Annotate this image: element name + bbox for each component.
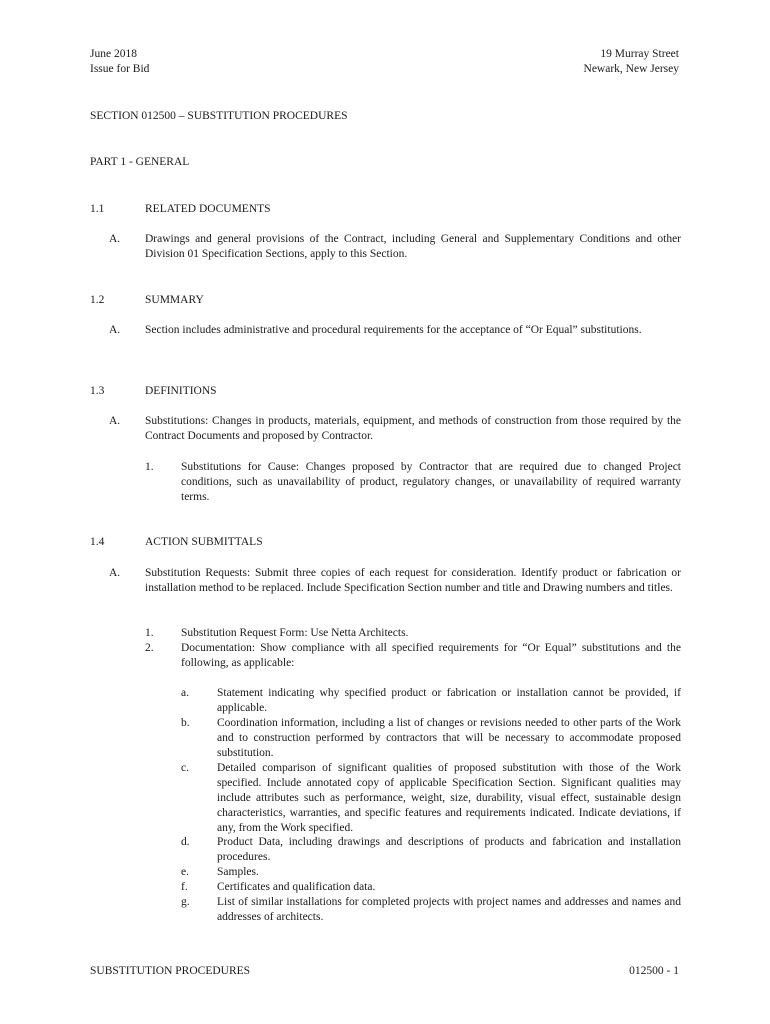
subitem-label: d. <box>181 836 190 848</box>
header-address-line2: Newark, New Jersey <box>583 63 679 75</box>
item-text: Documentation: Show compliance with all specified requirements for “Or Equal” substitutions and the following, as applicable: <box>181 642 681 669</box>
article-number: 1.3 <box>90 385 105 397</box>
section-title: SECTION 012500 – SUBSTITUTION PROCEDURES <box>90 110 348 122</box>
paragraph-label: A. <box>109 233 121 245</box>
subitem-label: b. <box>181 717 190 729</box>
subitem-label: a. <box>181 687 189 699</box>
subitem-label: g. <box>181 896 190 908</box>
paragraph-text: Drawings and general provisions of the Contract, including General and Supplementary Conditions and other Division 01 Specification Sections, apply to this Section. <box>145 233 681 260</box>
subitem-text: Product Data, including drawings and descriptions of products and fabrication and installation procedures. <box>217 836 681 863</box>
header-address-line1: 19 Murray Street <box>600 48 679 60</box>
subitem-text: Certificates and qualification data. <box>217 881 376 893</box>
header-date: June 2018 <box>90 48 137 60</box>
part-title: PART 1 - GENERAL <box>90 156 190 168</box>
subitem-text: List of similar installations for completed projects with project names and addresses and names and addresses of architects. <box>217 896 681 923</box>
item-text: Substitutions for Cause: Changes proposed by Contractor that are required due to changed Project conditions, such as unavailability of product, regulatory changes, or unavailability of required warranty terms. <box>181 461 681 503</box>
subitem-text: Statement indicating why specified product or fabrication or installation cannot be provided, if applicable. <box>217 687 681 714</box>
subitem-label: e. <box>181 866 189 878</box>
item-label: 2. <box>145 642 154 654</box>
article-number: 1.1 <box>90 203 105 215</box>
article-title: DEFINITIONS <box>145 385 217 397</box>
paragraph-label: A. <box>109 415 121 427</box>
subitem-text: Detailed comparison of significant qualities of proposed substitution with those of the Work specified. Include annotated copy of applicable Specification Section. Significant qualities may include attributes such as performance, weight, size, durability, visual effect, sustainable design characteristics, warranties, and specific features and requirements indicated. Indicate deviations, if any, from the Work specified. <box>217 762 681 834</box>
paragraph-text: Section includes administrative and procedural requirements for the acceptance of “Or Equal” substitutions. <box>145 324 642 336</box>
subitem-label: f. <box>181 881 188 893</box>
footer-title: SUBSTITUTION PROCEDURES <box>90 965 251 977</box>
article-title: ACTION SUBMITTALS <box>145 536 263 548</box>
header-right <box>584 47 679 77</box>
paragraph-label: A. <box>109 567 121 579</box>
article-title: RELATED DOCUMENTS <box>145 203 271 215</box>
item-label: 1. <box>145 461 154 473</box>
paragraph-label: A. <box>109 324 121 336</box>
subitem-text: Coordination information, including a list of changes or revisions needed to other parts of the Work and to construction performed by contractors that will be necessary to accommodate proposed substitution. <box>217 717 681 759</box>
header-left <box>90 47 149 77</box>
page-number: 012500 - 1 <box>629 965 679 977</box>
paragraph-text: Substitution Requests: Submit three copies of each request for consideration. Identify product or fabrication or installation method to be replaced. Include Specification Section number and title and Drawing numbers and titles. <box>145 567 681 594</box>
article-title: SUMMARY <box>145 294 204 306</box>
item-text: Substitution Request Form: Use Netta Architects. <box>181 627 409 639</box>
article-number: 1.2 <box>90 294 105 306</box>
subitem-label: c. <box>181 762 189 774</box>
subitem-text: Samples. <box>217 866 259 878</box>
header-status: Issue for Bid <box>90 63 150 75</box>
item-label: 1. <box>145 627 154 639</box>
paragraph-text: Substitutions: Changes in products, materials, equipment, and methods of construction from those required by the Contract Documents and proposed by Contractor. <box>145 415 681 442</box>
article-number: 1.4 <box>90 536 105 548</box>
